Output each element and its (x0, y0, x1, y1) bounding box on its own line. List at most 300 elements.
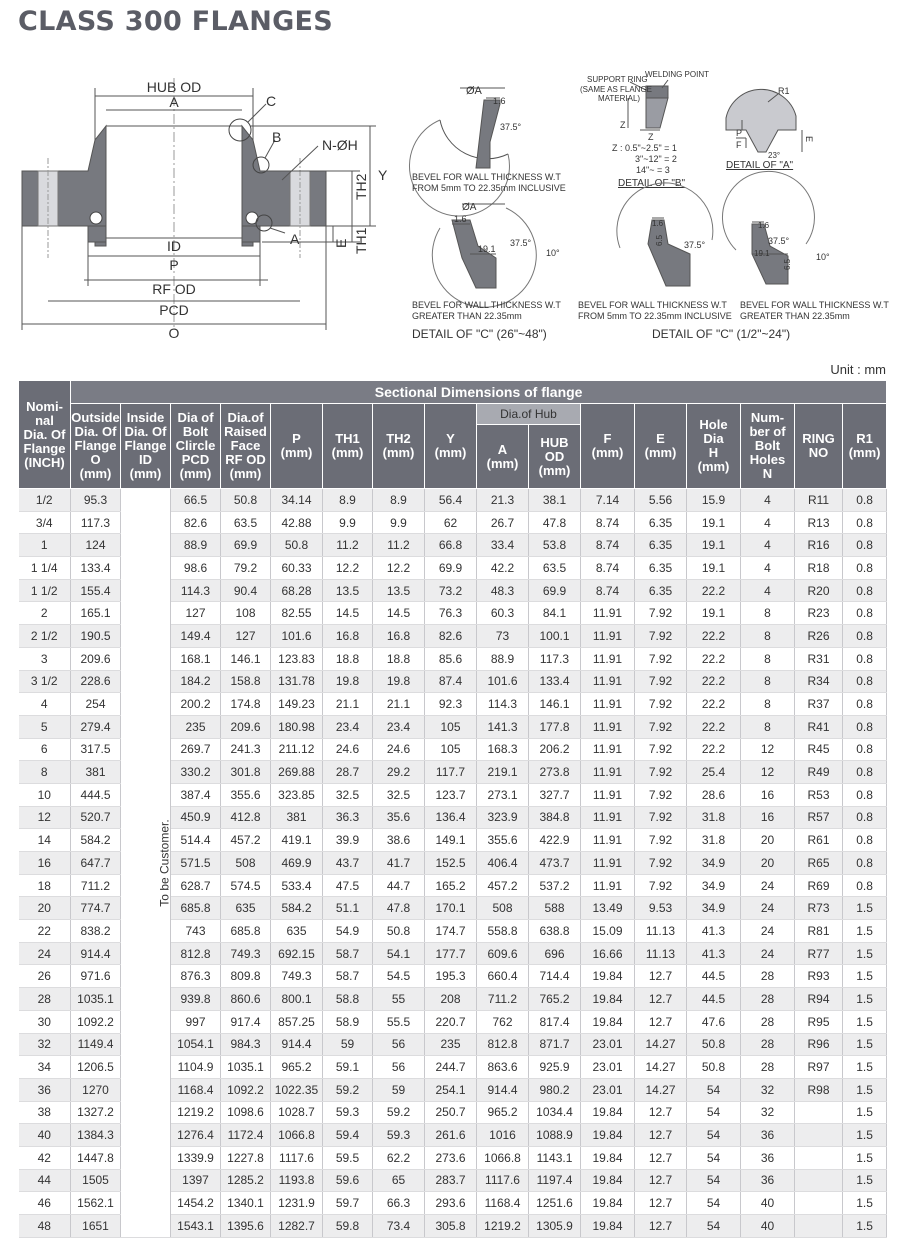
detail-c-right-caption2: GREATER THAN 22.35mm (740, 311, 850, 321)
cell-nominal: 40 (19, 1124, 71, 1147)
cell-p: 635 (271, 920, 323, 943)
cell-o: 774.7 (71, 897, 121, 920)
cell-e: 6.35 (635, 557, 687, 580)
detail-c-large-drawing (432, 204, 536, 307)
cell-y: 195.3 (425, 965, 477, 988)
cell-o: 1384.3 (71, 1124, 121, 1147)
header-id: Inside Dia. Of Flange ID (mm) (121, 404, 171, 489)
cell-nominal: 3 1/2 (19, 670, 71, 693)
cell-a: 457.2 (477, 874, 529, 897)
cell-hub-od: 206.2 (529, 738, 581, 761)
cell-p: 149.23 (271, 693, 323, 716)
cell-pcd: 685.8 (171, 897, 221, 920)
cell-th2: 44.7 (373, 874, 425, 897)
cell-y: 220.7 (425, 1010, 477, 1033)
cell-o: 124 (71, 534, 121, 557)
cell-a: 168.3 (477, 738, 529, 761)
cell-th1: 39.9 (323, 829, 373, 852)
inside-dia-note-text: To be Customer. (157, 819, 172, 907)
cell-rf-od: 1285.2 (221, 1169, 271, 1192)
cell-e: 14.27 (635, 1056, 687, 1079)
cell-h: 41.3 (687, 920, 741, 943)
detail-c-large-angle: 37.5° (510, 238, 532, 248)
cell-h: 34.9 (687, 852, 741, 875)
cell-th1: 23.4 (323, 715, 373, 738)
cell-f: 11.91 (581, 715, 635, 738)
cell-o: 1505 (71, 1169, 121, 1192)
cell-pcd: 127 (171, 602, 221, 625)
cell-h: 25.4 (687, 761, 741, 784)
cell-p: 82.55 (271, 602, 323, 625)
cell-o: 279.4 (71, 715, 121, 738)
cell-y: 92.3 (425, 693, 477, 716)
cell-h: 15.9 (687, 489, 741, 512)
cell-a: 863.6 (477, 1056, 529, 1079)
cell-o: 1270 (71, 1078, 121, 1101)
detail-c-small-oa: ØA (466, 85, 482, 97)
cell-f: 11.91 (581, 738, 635, 761)
cell-ring-no (795, 1146, 843, 1169)
cell-nominal: 24 (19, 942, 71, 965)
label-e: E (333, 238, 349, 248)
cell-hub-od: 69.9 (529, 579, 581, 602)
cell-th2: 62.2 (373, 1146, 425, 1169)
cell-nominal: 30 (19, 1010, 71, 1033)
detail-c-small-angle: 37.5° (500, 122, 522, 132)
cell-th1: 58.7 (323, 942, 373, 965)
cell-f: 19.84 (581, 988, 635, 1011)
cell-f: 11.91 (581, 806, 635, 829)
cell-f: 19.84 (581, 1101, 635, 1124)
cell-th2: 55.5 (373, 1010, 425, 1033)
cell-hub-od: 696 (529, 942, 581, 965)
cell-ring-no: R16 (795, 534, 843, 557)
cell-h: 54 (687, 1169, 741, 1192)
cell-th2: 56 (373, 1056, 425, 1079)
cell-p: 211.12 (271, 738, 323, 761)
cell-p: 60.33 (271, 557, 323, 580)
cell-h: 28.6 (687, 783, 741, 806)
cell-f: 16.66 (581, 942, 635, 965)
cell-hub-od: 925.9 (529, 1056, 581, 1079)
cell-e: 12.7 (635, 1124, 687, 1147)
label-a-top: A (169, 94, 179, 110)
cell-o: 190.5 (71, 625, 121, 648)
cell-e: 7.92 (635, 715, 687, 738)
cell-y: 208 (425, 988, 477, 1011)
cell-h: 54 (687, 1146, 741, 1169)
cell-y: 152.5 (425, 852, 477, 875)
flange-section-drawing (22, 78, 376, 330)
cell-y: 62 (425, 511, 477, 534)
cell-o: 914.4 (71, 942, 121, 965)
cell-th2: 8.9 (373, 489, 425, 512)
cell-n: 4 (741, 511, 795, 534)
cell-n: 20 (741, 829, 795, 852)
label-th1: TH1 (353, 227, 369, 254)
cell-rf-od: 809.8 (221, 965, 271, 988)
cell-pcd: 1054.1 (171, 1033, 221, 1056)
cell-o: 133.4 (71, 557, 121, 580)
cell-o: 165.1 (71, 602, 121, 625)
cell-nominal: 3 (19, 647, 71, 670)
cell-n: 28 (741, 1056, 795, 1079)
cell-r1: 1.5 (843, 1010, 887, 1033)
cell-th2: 16.8 (373, 625, 425, 648)
cell-y: 177.7 (425, 942, 477, 965)
cell-rf-od: 108 (221, 602, 271, 625)
cell-r1: 0.8 (843, 874, 887, 897)
cell-a: 273.1 (477, 783, 529, 806)
cell-pcd: 88.9 (171, 534, 221, 557)
cell-hub-od: 273.8 (529, 761, 581, 784)
cell-f: 8.74 (581, 534, 635, 557)
cell-o: 1562.1 (71, 1192, 121, 1215)
cell-n: 8 (741, 625, 795, 648)
header-rf-od: Dia.of Raised Face RF OD (mm) (221, 404, 271, 489)
cell-r1: 1.5 (843, 1192, 887, 1215)
cell-p: 419.1 (271, 829, 323, 852)
cell-e: 7.92 (635, 852, 687, 875)
cell-th1: 58.9 (323, 1010, 373, 1033)
cell-a: 26.7 (477, 511, 529, 534)
cell-e: 9.53 (635, 897, 687, 920)
cell-hub-od: 714.4 (529, 965, 581, 988)
detail-c-large-oa: ØA (462, 202, 477, 213)
detail-a-f: F (736, 140, 742, 150)
cell-rf-od: 1092.2 (221, 1078, 271, 1101)
cell-n: 36 (741, 1146, 795, 1169)
label-pcd: PCD (159, 302, 189, 318)
cell-p: 131.78 (271, 670, 323, 693)
label-p: P (169, 257, 179, 273)
cell-th1: 36.3 (323, 806, 373, 829)
cell-h: 19.1 (687, 534, 741, 557)
cell-p: 50.8 (271, 534, 323, 557)
cell-p: 1066.8 (271, 1124, 323, 1147)
cell-y: 261.6 (425, 1124, 477, 1147)
cell-ring-no: R73 (795, 897, 843, 920)
cell-n: 24 (741, 897, 795, 920)
cell-h: 34.9 (687, 897, 741, 920)
cell-th1: 51.1 (323, 897, 373, 920)
cell-ring-no: R77 (795, 942, 843, 965)
cell-n: 4 (741, 489, 795, 512)
cell-a: 33.4 (477, 534, 529, 557)
cell-rf-od: 1035.1 (221, 1056, 271, 1079)
cell-h: 22.2 (687, 715, 741, 738)
cell-e: 14.27 (635, 1078, 687, 1101)
cell-e: 12.7 (635, 1010, 687, 1033)
cell-o: 444.5 (71, 783, 121, 806)
cell-o: 155.4 (71, 579, 121, 602)
cell-e: 12.7 (635, 1169, 687, 1192)
cell-hub-od: 384.8 (529, 806, 581, 829)
cell-a: 812.8 (477, 1033, 529, 1056)
cell-y: 76.3 (425, 602, 477, 625)
cell-nominal: 1 1/2 (19, 579, 71, 602)
cell-pcd: 1397 (171, 1169, 221, 1192)
cell-pcd: 1168.4 (171, 1078, 221, 1101)
cell-p: 123.83 (271, 647, 323, 670)
detail-c-large-caption2: GREATER THAN 22.35mm (412, 311, 522, 321)
cell-hub-od: 63.5 (529, 557, 581, 580)
cell-f: 8.74 (581, 557, 635, 580)
cell-nominal: 1 (19, 534, 71, 557)
detail-b-caption: DETAIL OF "B" (618, 178, 686, 189)
cell-hub-od: 638.8 (529, 920, 581, 943)
cell-pcd: 743 (171, 920, 221, 943)
cell-rf-od: 90.4 (221, 579, 271, 602)
cell-rf-od: 917.4 (221, 1010, 271, 1033)
cell-h: 50.8 (687, 1056, 741, 1079)
cell-n: 28 (741, 1033, 795, 1056)
cell-h: 41.3 (687, 942, 741, 965)
cell-ring-no: R23 (795, 602, 843, 625)
cell-a: 711.2 (477, 988, 529, 1011)
cell-n: 24 (741, 920, 795, 943)
cell-pcd: 1543.1 (171, 1215, 221, 1238)
cell-th2: 59.2 (373, 1101, 425, 1124)
cell-th2: 24.6 (373, 738, 425, 761)
cell-th1: 12.2 (323, 557, 373, 580)
cell-o: 1651 (71, 1215, 121, 1238)
diagram-svg (0, 58, 900, 358)
flange-diagrams (0, 58, 900, 358)
detail-b-welding: WELDING POINT (645, 70, 710, 79)
header-o: Outside Dia. Of Flange O (mm) (71, 404, 121, 489)
cell-pcd: 1104.9 (171, 1056, 221, 1079)
cell-a: 42.2 (477, 557, 529, 580)
header-th2: TH2 (mm) (373, 404, 425, 489)
cell-e: 7.92 (635, 670, 687, 693)
cell-nominal: 14 (19, 829, 71, 852)
cell-y: 87.4 (425, 670, 477, 693)
cell-a: 1066.8 (477, 1146, 529, 1169)
cell-r1: 1.5 (843, 1169, 887, 1192)
cell-h: 19.1 (687, 511, 741, 534)
label-a-bottom: A (290, 231, 300, 247)
cell-th1: 28.7 (323, 761, 373, 784)
cell-r1: 1.5 (843, 1101, 887, 1124)
cell-o: 1447.8 (71, 1146, 121, 1169)
cell-f: 11.91 (581, 693, 635, 716)
cell-th1: 59.6 (323, 1169, 373, 1192)
cell-a: 60.3 (477, 602, 529, 625)
cell-pcd: 168.1 (171, 647, 221, 670)
cell-n: 12 (741, 761, 795, 784)
header-e: E (mm) (635, 404, 687, 489)
cell-ring-no: R69 (795, 874, 843, 897)
detail-c-right-caption1: BEVEL FOR WALL THICKNESS W.T (740, 300, 889, 310)
header-dia-of-hub: Dia.of Hub (477, 404, 581, 425)
cell-f: 7.14 (581, 489, 635, 512)
cell-a: 914.4 (477, 1078, 529, 1101)
cell-r1: 1.5 (843, 965, 887, 988)
cell-e: 7.92 (635, 693, 687, 716)
cell-hub-od: 588 (529, 897, 581, 920)
cell-y: 105 (425, 715, 477, 738)
cell-o: 254 (71, 693, 121, 716)
cell-th2: 38.6 (373, 829, 425, 852)
cell-th2: 12.2 (373, 557, 425, 580)
cell-nominal: 38 (19, 1101, 71, 1124)
cell-n: 32 (741, 1078, 795, 1101)
cell-nominal: 48 (19, 1215, 71, 1238)
cell-p: 1028.7 (271, 1101, 323, 1124)
detail-c-small-caption1: BEVEL FOR WALL THICKNESS W.T (412, 172, 561, 182)
label-rf-od: RF OD (152, 281, 196, 297)
cell-th1: 47.5 (323, 874, 373, 897)
cell-ring-no: R95 (795, 1010, 843, 1033)
cell-e: 6.35 (635, 579, 687, 602)
cell-r1: 0.8 (843, 647, 887, 670)
detail-b-z-horizontal: Z (648, 132, 654, 142)
header-pcd: Dia of Bolt Clircle PCD (mm) (171, 404, 221, 489)
cell-rf-od: 1172.4 (221, 1124, 271, 1147)
cell-ring-no: R13 (795, 511, 843, 534)
cell-h: 22.2 (687, 693, 741, 716)
cell-y: 136.4 (425, 806, 477, 829)
detail-c-right-191: 19.1 (754, 249, 770, 258)
detail-c-large-caption1: BEVEL FOR WALL THICKNESS W.T (412, 300, 561, 310)
cell-nominal: 12 (19, 806, 71, 829)
cell-th1: 8.9 (323, 489, 373, 512)
detail-c-large-angle10: 10° (546, 248, 560, 258)
cell-y: 235 (425, 1033, 477, 1056)
cell-th1: 19.8 (323, 670, 373, 693)
cell-rf-od: 1227.8 (221, 1146, 271, 1169)
cell-r1: 0.8 (843, 602, 887, 625)
cell-o: 520.7 (71, 806, 121, 829)
cell-f: 19.84 (581, 1146, 635, 1169)
cell-n: 20 (741, 852, 795, 875)
cell-o: 1327.2 (71, 1101, 121, 1124)
cell-th2: 19.8 (373, 670, 425, 693)
cell-h: 31.8 (687, 806, 741, 829)
cell-ring-no: R45 (795, 738, 843, 761)
cell-r1: 0.8 (843, 806, 887, 829)
cell-hub-od: 1251.6 (529, 1192, 581, 1215)
detail-c-mid-16: 1.6 (652, 219, 664, 228)
cell-th2: 32.5 (373, 783, 425, 806)
header-a: A (mm) (477, 425, 529, 489)
cell-n: 16 (741, 806, 795, 829)
cell-th2: 18.8 (373, 647, 425, 670)
cell-n: 24 (741, 874, 795, 897)
cell-rf-od: 146.1 (221, 647, 271, 670)
cell-e: 7.92 (635, 783, 687, 806)
cell-th2: 21.1 (373, 693, 425, 716)
cell-nominal: 42 (19, 1146, 71, 1169)
cell-th2: 35.6 (373, 806, 425, 829)
cell-a: 965.2 (477, 1101, 529, 1124)
cell-r1: 0.8 (843, 783, 887, 806)
cell-e: 12.7 (635, 1101, 687, 1124)
cell-f: 23.01 (581, 1056, 635, 1079)
cell-n: 8 (741, 647, 795, 670)
cell-y: 82.6 (425, 625, 477, 648)
cell-ring-no (795, 1192, 843, 1215)
cell-a: 101.6 (477, 670, 529, 693)
cell-f: 13.49 (581, 897, 635, 920)
cell-f: 19.84 (581, 1124, 635, 1147)
cell-ring-no: R81 (795, 920, 843, 943)
cell-rf-od: 69.9 (221, 534, 271, 557)
cell-f: 11.91 (581, 625, 635, 648)
cell-a: 355.6 (477, 829, 529, 852)
cell-o: 317.5 (71, 738, 121, 761)
cell-n: 28 (741, 988, 795, 1011)
header-f: F (mm) (581, 404, 635, 489)
cell-ring-no: R94 (795, 988, 843, 1011)
cell-a: 114.3 (477, 693, 529, 716)
cell-pcd: 387.4 (171, 783, 221, 806)
cell-h: 47.6 (687, 1010, 741, 1033)
cell-a: 406.4 (477, 852, 529, 875)
cell-nominal: 8 (19, 761, 71, 784)
cell-rf-od: 574.5 (221, 874, 271, 897)
cell-f: 11.91 (581, 783, 635, 806)
cell-e: 5.56 (635, 489, 687, 512)
cell-p: 749.3 (271, 965, 323, 988)
cell-p: 101.6 (271, 625, 323, 648)
cell-hub-od: 146.1 (529, 693, 581, 716)
cell-e: 7.92 (635, 647, 687, 670)
cell-pcd: 997 (171, 1010, 221, 1033)
detail-a-r1: R1 (778, 86, 790, 96)
cell-th2: 50.8 (373, 920, 425, 943)
cell-e: 7.92 (635, 806, 687, 829)
cell-ring-no: R37 (795, 693, 843, 716)
cell-rf-od: 412.8 (221, 806, 271, 829)
cell-th1: 9.9 (323, 511, 373, 534)
cell-nominal: 22 (19, 920, 71, 943)
cell-n: 8 (741, 670, 795, 693)
cell-y: 254.1 (425, 1078, 477, 1101)
cell-f: 11.91 (581, 874, 635, 897)
page-title: CLASS 300 FLANGES (18, 6, 334, 37)
cell-th1: 14.5 (323, 602, 373, 625)
cell-r1: 1.5 (843, 1124, 887, 1147)
cell-rf-od: 749.3 (221, 942, 271, 965)
cell-n: 16 (741, 783, 795, 806)
detail-c-right-angle10: 10° (816, 252, 830, 262)
inside-dia-note (121, 489, 171, 1238)
cell-f: 11.91 (581, 602, 635, 625)
cell-th2: 59 (373, 1078, 425, 1101)
cell-th2: 73.4 (373, 1215, 425, 1238)
cell-o: 584.2 (71, 829, 121, 852)
cell-a: 660.4 (477, 965, 529, 988)
cell-hub-od: 1143.1 (529, 1146, 581, 1169)
cell-r1: 0.8 (843, 829, 887, 852)
cell-f: 11.91 (581, 761, 635, 784)
detail-c-small-caption2: FROM 5mm TO 22.35mm INCLUSIVE (412, 183, 566, 193)
cell-o: 1149.4 (71, 1033, 121, 1056)
cell-n: 28 (741, 965, 795, 988)
detail-c-right-65: 6.5 (783, 258, 792, 270)
detail-c-large-191: 19.1 (478, 244, 496, 254)
detail-c-right-angle: 37.5° (768, 236, 790, 246)
cell-e: 6.35 (635, 534, 687, 557)
cell-nominal: 4 (19, 693, 71, 716)
cell-y: 174.7 (425, 920, 477, 943)
cell-hub-od: 47.8 (529, 511, 581, 534)
label-n-oh: N-ØH (322, 137, 358, 153)
detail-b-rule3: 14"~ = 3 (636, 165, 670, 175)
detail-b-support2: (SAME AS FLANGE (580, 85, 653, 94)
